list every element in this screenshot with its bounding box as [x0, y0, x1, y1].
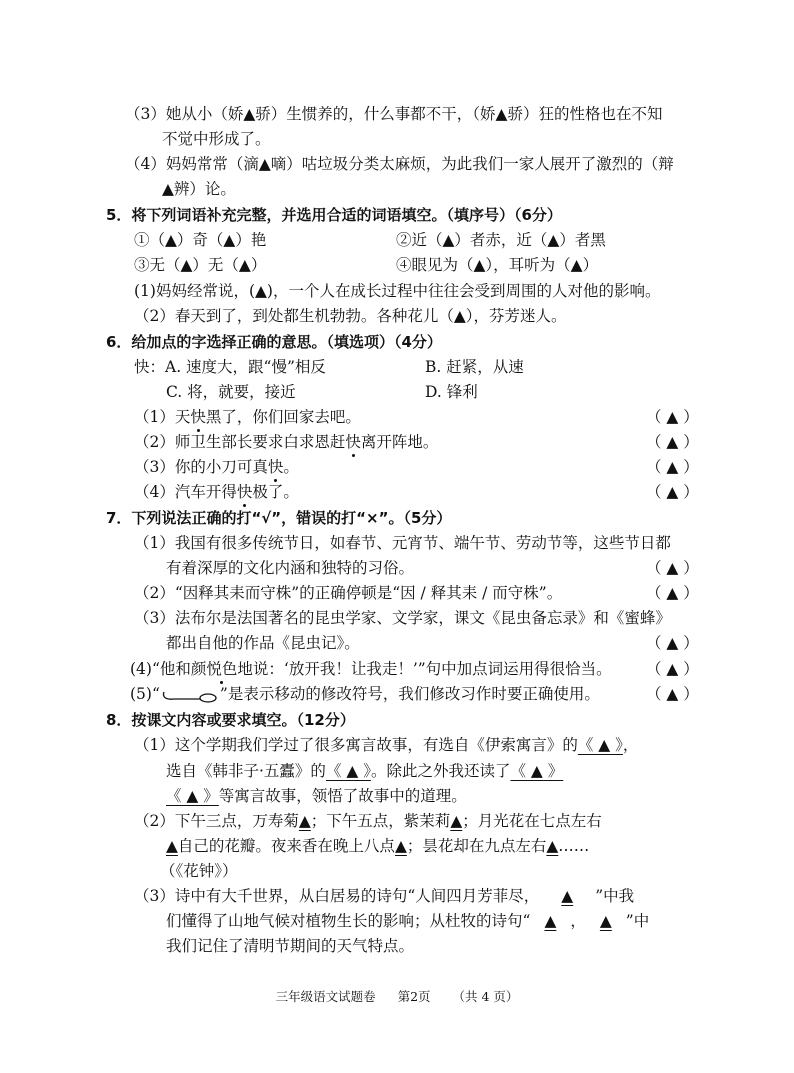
blank[interactable]: 《 ▲ 》	[577, 736, 623, 754]
q5-option-3: ③无（▲）无（▲）	[134, 256, 267, 274]
blank[interactable]: 《 ▲ 》	[325, 762, 371, 780]
dotted-word: 颜悦色地	[190, 660, 253, 678]
blank[interactable]: 《 ▲ 》	[510, 762, 564, 780]
q7-item-5: (5)“ ”是表示移动的修改符号，我们修改习作时要正确使用。	[130, 685, 600, 703]
q5-sentence-2: （2）春天到了，到处都生机勃勃。各种花儿（▲），芬芳迷人。	[134, 307, 567, 325]
blank[interactable]: ▲	[561, 887, 574, 905]
q8-item-1-line2: 选自《韩非子·五蠹》的《 ▲ 》。除此之外我还读了《 ▲ 》	[166, 762, 564, 780]
item-4-line1: （4）妈妈常常（滴▲嘀）咕垃圾分类太麻烦，为此我们一家人展开了激烈的（辩	[125, 155, 674, 173]
blank[interactable]: ▲	[546, 837, 559, 855]
answer-slot[interactable]: （ ▲ ）	[646, 660, 699, 678]
q5-option-4: ④眼见为（▲），耳听为（▲）	[396, 256, 599, 274]
q6-choice-b: B. 赶紧，从速	[425, 358, 524, 376]
q8-item-3-line1: （3）诗中有大千世界，从白居易的诗句“人间四月芳菲尽， ▲ ”中我	[134, 887, 635, 905]
q6-choice-d: D. 锋利	[425, 383, 478, 401]
q6-item-1: （1）天快黑了，你们回家去吧。	[134, 408, 361, 426]
footer-page: 第2页	[397, 989, 431, 1004]
blank[interactable]: 《 ▲ 》	[166, 787, 219, 805]
blank[interactable]: ▲	[166, 837, 178, 855]
question-8-heading: 8．按课文内容或要求填空。（12分）	[106, 711, 355, 729]
q8-item-3-line2: 们懂得了山地气候对植物生长的影响；从杜牧的诗句“ ▲ ， ▲ ”中	[166, 912, 650, 930]
blank[interactable]: ▲	[544, 912, 557, 930]
blank[interactable]: ▲	[450, 812, 463, 830]
answer-slot[interactable]: （ ▲ ）	[646, 685, 699, 703]
item-3-line2: 不觉中形成了。	[162, 130, 271, 148]
item-3-line1: （3）她从小（娇▲骄）生惯养的，什么事都不干，（娇▲骄）狂的性格也在不知	[125, 105, 663, 123]
dotted-char: 快	[236, 483, 253, 501]
q7-item-1-line2: 有着深厚的文化内涵和独特的习俗。	[166, 559, 415, 577]
question-5-heading: 5．将下列词语补充完整，并选用合适的词语填空。（填序号）（6分）	[106, 206, 562, 224]
q7-item-3-line1: （3）法布尔是法国著名的昆虫学家、文学家，课文《昆虫备忘录》和《蜜蜂》	[134, 609, 671, 627]
item-4-line2: ▲辨）论。	[162, 180, 236, 198]
q8-item-2-line2: ▲自己的花瓣。夜来香在晚上八点▲；昙花却在九点左右▲……	[166, 837, 590, 855]
question-6-heading: 6．给加点的字选择正确的意思。（填选项）（4分）	[106, 333, 442, 351]
blank[interactable]: ▲	[298, 812, 311, 830]
answer-slot[interactable]: （ ▲ ）	[646, 433, 699, 451]
q7-item-2: （2）“因释其耒而守株”的正确停顿是“因 / 释其耒 / 而守株”。	[134, 584, 563, 602]
answer-slot[interactable]: （ ▲ ）	[646, 634, 699, 652]
blank[interactable]: ▲	[599, 912, 612, 930]
dotted-char: 快	[267, 458, 284, 476]
q6-choice-c: C. 将，就要，接近	[166, 383, 296, 401]
q8-item-2-line1: （2）下午三点，万寿菊▲；下午五点，紫茉莉▲；月光花在七点左右	[134, 812, 602, 830]
q6-choice-a: 快：A. 速度大，跟“慢”相反	[134, 358, 326, 376]
footer-title: 三年级语文试题卷	[275, 989, 376, 1004]
answer-slot[interactable]: （ ▲ ）	[646, 408, 699, 426]
q8-item-1-line3: 《 ▲ 》等寓言故事，领悟了故事中的道理。	[166, 787, 467, 805]
page-footer	[0, 987, 794, 1005]
answer-slot[interactable]: （ ▲ ）	[646, 584, 699, 602]
q6-item-2: （2）师卫生部长要求白求恩赶快离开阵地。	[134, 433, 439, 451]
q5-option-2: ②近（▲）者赤，近（▲）者黑	[396, 231, 606, 249]
answer-slot[interactable]: （ ▲ ）	[646, 458, 699, 476]
question-7-heading: 7．下列说法正确的打“√”，错误的打“×”。（5分）	[106, 509, 452, 527]
q8-item-2-line3: （《花钟》）	[160, 862, 238, 880]
q5-option-1: ①（▲）奇（▲）艳	[134, 231, 267, 249]
answer-slot[interactable]: （ ▲ ）	[646, 483, 699, 501]
answer-slot[interactable]: （ ▲ ）	[646, 559, 699, 577]
q8-item-1-line1: （1）这个学期我们学过了很多寓言故事，有选自《伊索寓言》的《 ▲ 》，	[134, 736, 639, 754]
move-mark-icon	[160, 688, 220, 702]
blank[interactable]: ▲	[394, 837, 407, 855]
q7-item-3-line2: 都出自他的作品《昆虫记》。	[166, 634, 360, 652]
footer-total: （共 4 页）	[452, 989, 519, 1004]
dotted-char: 快	[190, 408, 206, 426]
q6-item-3: （3）你的小刀可真快。	[134, 458, 299, 476]
q5-sentence-1: (1)妈妈经常说，(▲)，一个人在成长过程中往往会受到周围的人对他的影响。	[134, 282, 661, 300]
q7-item-1-line1: （1）我国有很多传统节日，如春节、元宵节、端午节、劳动节等，这些节日都	[134, 534, 671, 552]
q8-item-3-line3: 我们记住了清明节期间的天气特点。	[166, 937, 415, 955]
dotted-char: 快	[345, 433, 361, 451]
q6-item-4: （4）汽车开得快极了。	[134, 483, 299, 501]
q7-item-4: (4)“他和颜悦色地说：‘放开我！让我走！’”句中加点词运用得很恰当。	[130, 660, 612, 678]
